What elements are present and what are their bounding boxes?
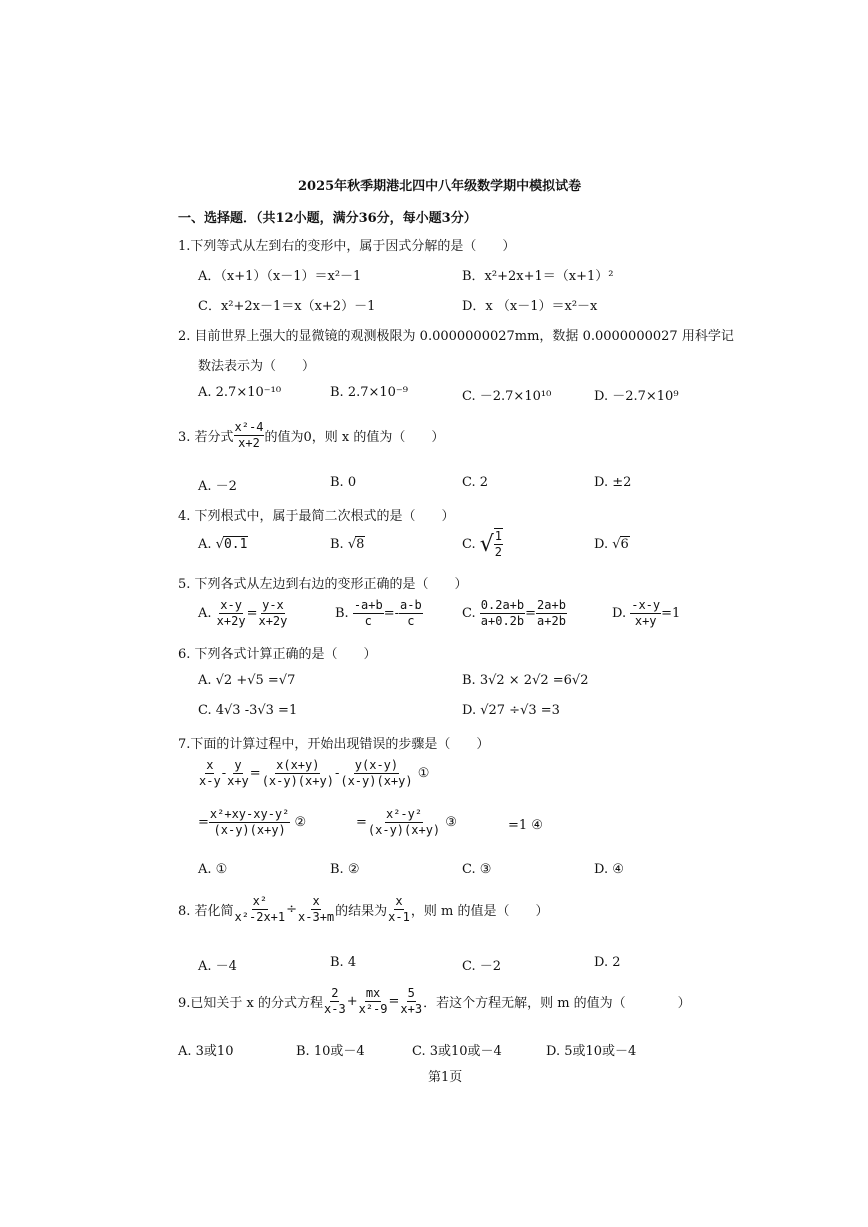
- q5-a-label: A.: [198, 606, 212, 621]
- q9-plus: +: [346, 994, 358, 1009]
- q5-option-c: C. $\frac{0.2a+b}{a+0.2b}$ = $\frac{2a+b}{a+2b}$: [462, 598, 566, 628]
- q4-c-numerator: 1: [494, 529, 503, 543]
- q8-option-d: D. 2: [594, 955, 621, 970]
- q5-b-den2: c: [407, 614, 415, 628]
- q3-numerator: x²-4: [234, 420, 264, 434]
- q4-a-label: A.: [198, 536, 212, 552]
- q7-frac-1: [198, 758, 222, 789]
- q7-f4-den: (x-y)(x+y): [340, 774, 413, 788]
- q9-option-b: B. 10或－4: [296, 1044, 365, 1059]
- q7-frac-2: [226, 758, 250, 789]
- q8-frac-1: [234, 894, 287, 925]
- q7-option-c: C. ③: [462, 862, 492, 877]
- q4-option-b: B. √ 8: [330, 536, 365, 552]
- q5-a-den1: x+2y: [216, 614, 246, 628]
- q1-option-c: C．x²+2x－1＝x（x+2）－1: [198, 299, 376, 314]
- q8-f1-den: x²-2x+1: [234, 910, 286, 924]
- q5-option-a: A. $\frac{x-y}{x+2y}$ = $\frac{y-x}{x+2y}$: [198, 598, 288, 628]
- q9-option-c: C. 3或10或－4: [412, 1044, 502, 1059]
- q5-b-num1: -a+b: [353, 598, 383, 612]
- q5-a-den2: x+2y: [258, 614, 288, 628]
- q5-d-den1: x+y: [634, 614, 657, 628]
- q8-frac-2: [297, 894, 335, 925]
- q5-c-den1: a+0.2b: [480, 614, 525, 628]
- q9-equals: =: [388, 994, 400, 1009]
- q8-prefix: 8. 若化简: [178, 904, 234, 919]
- q8-f2-num: x: [312, 894, 320, 908]
- q7-f2-num: y: [234, 758, 242, 772]
- q8-suffix: ，则 m 的值是（ ）: [410, 904, 549, 919]
- q6-option-b: B. 3√2 × 2√2 =6√2: [462, 673, 589, 688]
- q8-f3-num: x: [395, 894, 403, 908]
- q5-b-equals: =-: [383, 606, 400, 621]
- q7-frac-4: [339, 758, 413, 789]
- q5-b-num2: a-b: [400, 598, 422, 612]
- page-number: 第1页: [428, 1070, 463, 1085]
- q6-option-c: C. 4√3 -3√3 =1: [198, 703, 298, 718]
- q4-option-a: A. √ 0.1: [198, 536, 248, 552]
- q7-f1-den: x-y: [199, 774, 221, 788]
- q8-middle-text: 的结果为: [335, 904, 388, 919]
- q5-c-num2: 2a+b: [537, 598, 566, 612]
- q5-a-frac1: [216, 598, 247, 629]
- question-5-stem: 5. 下列各式从左边到右边的变形正确的是（ ）: [178, 577, 468, 592]
- q7-option-d: D. ④: [594, 862, 624, 877]
- q8-option-c: C. －2: [462, 959, 502, 974]
- q7-f2-den: x+y: [227, 774, 249, 788]
- q7-step-mark-3: ③: [445, 815, 457, 830]
- q1-option-b: B．x²+2x+1＝（x+1）²: [462, 269, 614, 284]
- q9-f2-num: mx: [365, 986, 381, 1000]
- q5-c-label: C.: [462, 606, 476, 621]
- q4-c-fraction: [494, 528, 503, 560]
- q4-b-label: B.: [330, 536, 344, 552]
- question-6-stem: 6. 下列各式计算正确的是（ ）: [178, 647, 377, 662]
- page-title: 2025年秋季期港北四中八年级数学期中模拟试卷: [298, 179, 582, 194]
- q7-f6-num: x²-y²: [385, 807, 423, 821]
- q4-d-label: D.: [594, 536, 609, 552]
- q5-a-frac2: [257, 598, 288, 629]
- q8-f1-num: x²: [252, 894, 268, 908]
- q8-divide: ÷: [286, 902, 298, 917]
- q5-option-b: [335, 598, 423, 629]
- q3-suffix: 的值为0，则 x 的值为（ ）: [264, 430, 445, 445]
- q3-option-c: C. 2: [462, 475, 489, 490]
- q7-step-4: =1 ④: [508, 818, 543, 833]
- q2-option-d: D. －2.7×10⁹: [594, 389, 679, 404]
- question-9-stem: [178, 986, 691, 1017]
- q7-f6-den: (x-y)(x+y): [367, 823, 441, 837]
- q8-option-b: B. 4: [330, 955, 357, 970]
- q4-b-radicand: 8: [356, 537, 365, 552]
- q8-option-a: A. －4: [198, 959, 237, 974]
- question-2-stem: 2. 目前世界上强大的显微镜的观测极限为 0.0000000027mm，数据 0.0000000027 用科学记: [178, 329, 734, 344]
- q7-step-3: = $\frac{\text{x²-y²}}{(x-y)(x+y)}$ ③: [356, 807, 457, 837]
- section-heading: 一、选择题．（共12小题，满分36分，每小题3分）: [178, 211, 477, 226]
- q9-frac-1: [323, 986, 347, 1017]
- q6-option-a: A. √2 +√5 =√7: [198, 673, 296, 688]
- q9-option-d: D. 5或10或－4: [546, 1044, 637, 1059]
- q9-f1-num: 2: [331, 986, 339, 1000]
- q3-prefix: 3. 若分式: [178, 430, 234, 445]
- q5-d-frac1: [630, 598, 661, 629]
- question-4-stem: 4. 下列根式中，属于最简二次根式的是（ ）: [178, 509, 455, 524]
- q2-option-a: A. 2.7×10⁻¹⁰: [198, 385, 282, 400]
- q9-frac-3: [399, 986, 423, 1017]
- q5-a-num2: y-x: [262, 598, 284, 612]
- q5-c-frac2: [536, 598, 567, 629]
- q4-c-denominator: 2: [494, 545, 503, 559]
- q7-step-mark-2: ②: [294, 815, 307, 830]
- q7-f1-num: x: [206, 758, 214, 772]
- q7-step-2: = $\frac{\text{x²+xy-xy-y²}}{(x-y)(x+y)}$ ②: [198, 807, 307, 837]
- q9-suffix: ．若这个方程无解，则 m 的值为（ ）: [423, 996, 691, 1011]
- q7-frac-5: [209, 807, 290, 838]
- q5-b-frac1: [353, 598, 384, 629]
- q7-f3-num: x(x+y): [276, 758, 320, 772]
- q7-option-b: B. ②: [330, 862, 360, 877]
- q7-f3-den: (x-y)(x+y): [261, 774, 334, 788]
- q5-option-d: [612, 598, 680, 629]
- q3-denominator: x+2: [238, 436, 260, 450]
- q6-option-d: D. √27 ÷√3 =3: [462, 703, 560, 718]
- q9-frac-2: [358, 986, 389, 1017]
- q9-f3-den: x+3: [400, 1002, 423, 1016]
- q5-b-frac2: [399, 598, 423, 629]
- q3-fraction: [234, 420, 265, 451]
- q8-frac-3: [387, 894, 411, 925]
- q7-option-a: A. ①: [198, 862, 228, 877]
- q5-a-num1: x-y: [220, 598, 242, 612]
- q5-c-den2: a+2b: [537, 614, 566, 628]
- q5-b-den1: c: [364, 614, 372, 628]
- q2-option-c: C. －2.7×10¹⁰: [462, 389, 552, 404]
- q9-option-a: A. 3或10: [178, 1044, 234, 1059]
- q5-d-equals: =1: [661, 606, 681, 621]
- q7-f5-num: x²+xy-xy-y²: [209, 807, 290, 821]
- q1-option-d: D．x （x－1）＝x²－x: [462, 299, 598, 314]
- q9-prefix: 9.已知关于 x 的分式方程: [178, 996, 323, 1011]
- q9-f1-den: x-3: [324, 1002, 346, 1016]
- q7-f4-num: y(x-y): [354, 758, 399, 772]
- q9-f3-num: 5: [407, 986, 415, 1000]
- q3-option-b: B. 0: [330, 475, 357, 490]
- question-8-stem: [178, 894, 548, 925]
- q4-option-d: D. √ 6: [594, 536, 629, 552]
- q5-c-frac1: [480, 598, 525, 629]
- q3-option-a: A. －2: [198, 479, 237, 494]
- q7-step-mark-1: ①: [417, 766, 430, 781]
- q4-d-radicand: 6: [620, 537, 629, 552]
- q8-f3-den: x-1: [388, 910, 410, 924]
- q5-d-num1: -x-y: [631, 598, 661, 612]
- q4-a-radicand: 0.1: [223, 537, 248, 552]
- q7-frac-6: [367, 807, 441, 838]
- q1-option-a: A．（x+1）（x－1）＝x²－1: [198, 269, 362, 284]
- q5-b-label: B.: [335, 606, 349, 621]
- q9-f2-den: x²-9: [358, 1002, 388, 1016]
- q2-option-b: B. 2.7×10⁻⁹: [330, 385, 408, 400]
- q4-option-c: C. √ $\frac{1}{2}$: [462, 529, 503, 559]
- question-3-stem: [178, 420, 444, 451]
- q7-step-1: $\frac{x}{x-y}$ - $\frac{y}{x+y}$ = $\frac{x(x+y)}{(x-y)(x+y)}$ - $\frac{y(x-y)}{(x-y)(x+y)}$ ①: [199, 758, 430, 788]
- q7-frac-3: [261, 758, 335, 789]
- q7-f5-den: (x-y)(x+y): [213, 823, 286, 837]
- question-1-stem: 1.下列等式从左到右的变形中，属于因式分解的是（ ）: [178, 239, 516, 254]
- q5-c-num1: 0.2a+b: [480, 598, 525, 612]
- question-7-stem: 7.下面的计算过程中，开始出现错误的步骤是（ ）: [178, 737, 490, 752]
- q4-c-label: C.: [462, 536, 476, 552]
- q5-d-label: D.: [612, 606, 627, 621]
- question-2-stem-cont: 数法表示为（ ）: [198, 359, 316, 374]
- q8-f2-den: x-3+m: [298, 910, 335, 924]
- q3-option-d: D. ±2: [594, 475, 632, 490]
